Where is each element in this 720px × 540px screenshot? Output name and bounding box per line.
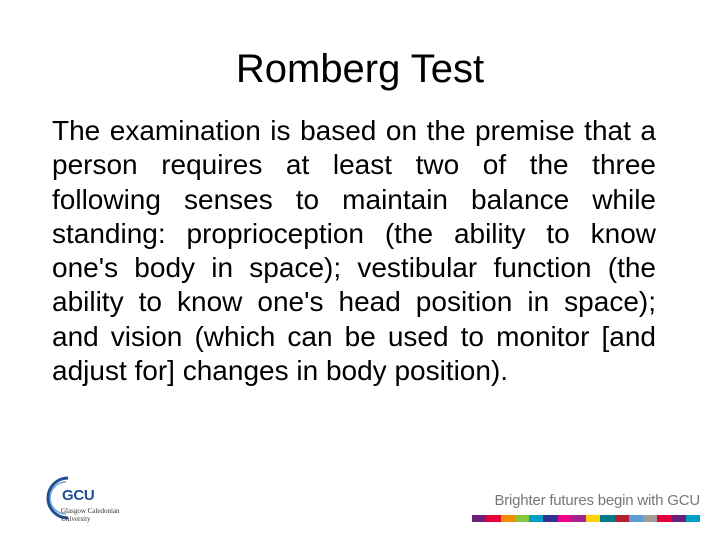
stripe-segment bbox=[486, 515, 500, 522]
slide-body-text: The examination is based on the premise that a person requires at least two of the three following senses to maintain balance while standing: proprioception (the ability to know one's body in space); vestibular function (the ability to know one's head position in space); and vision (which can be used to monitor [and adjust for] changes in body position). bbox=[52, 115, 656, 387]
logo-abbreviation: GCU bbox=[62, 487, 95, 504]
stripe-segment bbox=[629, 515, 643, 522]
stripe-segment bbox=[543, 515, 557, 522]
slide-title: Romberg Test bbox=[235, 47, 485, 91]
stripe-segment bbox=[586, 515, 600, 522]
stripe-segment bbox=[558, 515, 572, 522]
stripe-segment bbox=[615, 515, 629, 522]
color-stripe bbox=[472, 515, 700, 522]
stripe-segment bbox=[501, 515, 515, 522]
stripe-segment bbox=[529, 515, 543, 522]
stripe-segment bbox=[600, 515, 614, 522]
stripe-segment bbox=[515, 515, 529, 522]
logo-university-name: Glasgow Caledonian University bbox=[61, 507, 120, 523]
stripe-segment bbox=[672, 515, 686, 522]
stripe-segment bbox=[657, 515, 671, 522]
stripe-segment bbox=[643, 515, 657, 522]
stripe-segment bbox=[686, 515, 700, 522]
stripe-segment bbox=[572, 515, 586, 522]
footer-tagline: Brighter futures begin with GCU bbox=[494, 492, 700, 509]
stripe-segment bbox=[472, 515, 486, 522]
